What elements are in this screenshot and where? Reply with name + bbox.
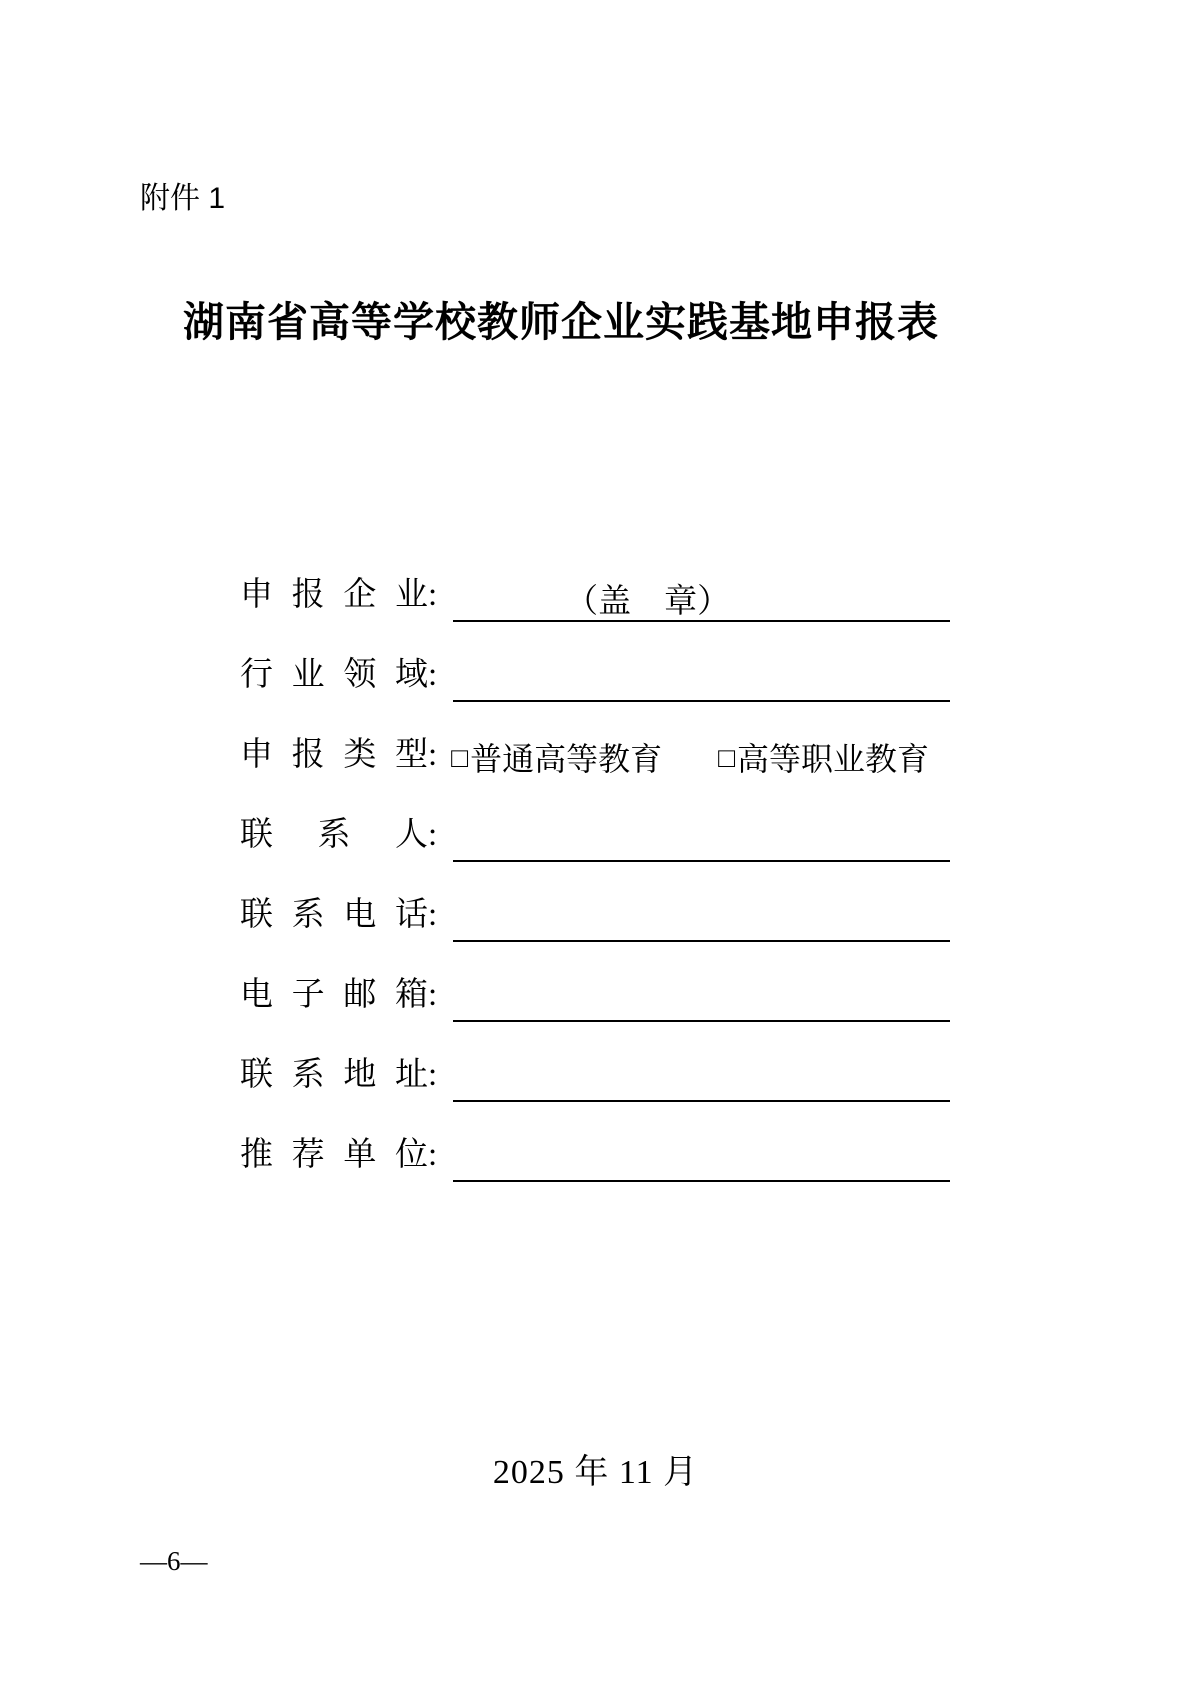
contact-person-field[interactable]	[453, 808, 950, 862]
label-colon: :	[428, 817, 438, 854]
label-colon: :	[428, 577, 438, 614]
field-label: 联系人	[240, 817, 428, 854]
form-row-contact-person	[240, 810, 950, 862]
form-row-contact-phone	[240, 890, 950, 942]
field-label: 电子邮箱	[240, 977, 428, 1014]
form-row-industry-field	[240, 650, 950, 702]
field-label: 联系电话	[240, 897, 428, 934]
checkbox-option-regular-higher-education[interactable]	[451, 740, 662, 778]
label-colon: :	[428, 737, 438, 774]
contact-phone-field[interactable]	[453, 888, 950, 942]
field-label: 申报类型	[240, 737, 428, 774]
contact-address-field[interactable]	[453, 1048, 950, 1102]
checkbox-icon[interactable]: □	[718, 743, 736, 774]
attachment-label: 附件 1	[140, 182, 226, 215]
checkbox-option-label: 普通高等教育	[470, 740, 663, 777]
label-colon: :	[428, 1057, 438, 1094]
document-date: 2025 年 11 月	[492, 1454, 699, 1491]
label-colon: :	[428, 657, 438, 694]
field-label: 推荐单位	[240, 1137, 428, 1174]
label-colon: :	[428, 977, 438, 1014]
form-row-recommending-unit	[240, 1130, 950, 1182]
email-field[interactable]	[453, 968, 950, 1022]
page-number: —6—	[140, 1546, 208, 1576]
applicant-enterprise-field[interactable]	[453, 568, 950, 622]
industry-field[interactable]	[453, 648, 950, 702]
field-label: 联系地址	[240, 1057, 428, 1094]
page-title: 湖南省高等学校教师企业实践基地申报表	[183, 299, 939, 345]
stamp-note: （盖 章）	[565, 583, 731, 620]
field-label: 申报企业	[240, 577, 428, 614]
recommending-unit-field[interactable]	[453, 1128, 950, 1182]
label-colon: :	[428, 897, 438, 934]
form-row-email	[240, 970, 950, 1022]
checkbox-icon[interactable]: □	[451, 743, 469, 774]
checkbox-option-label: 高等职业教育	[737, 740, 930, 777]
application-type-options	[451, 740, 929, 782]
field-label: 行业领域	[240, 657, 428, 694]
form-row-application-type	[240, 730, 950, 782]
label-colon: :	[428, 1137, 438, 1174]
form-row-contact-address	[240, 1050, 950, 1102]
form-row-applicant-enterprise	[240, 570, 950, 622]
checkbox-option-vocational-higher-education[interactable]	[718, 740, 929, 778]
